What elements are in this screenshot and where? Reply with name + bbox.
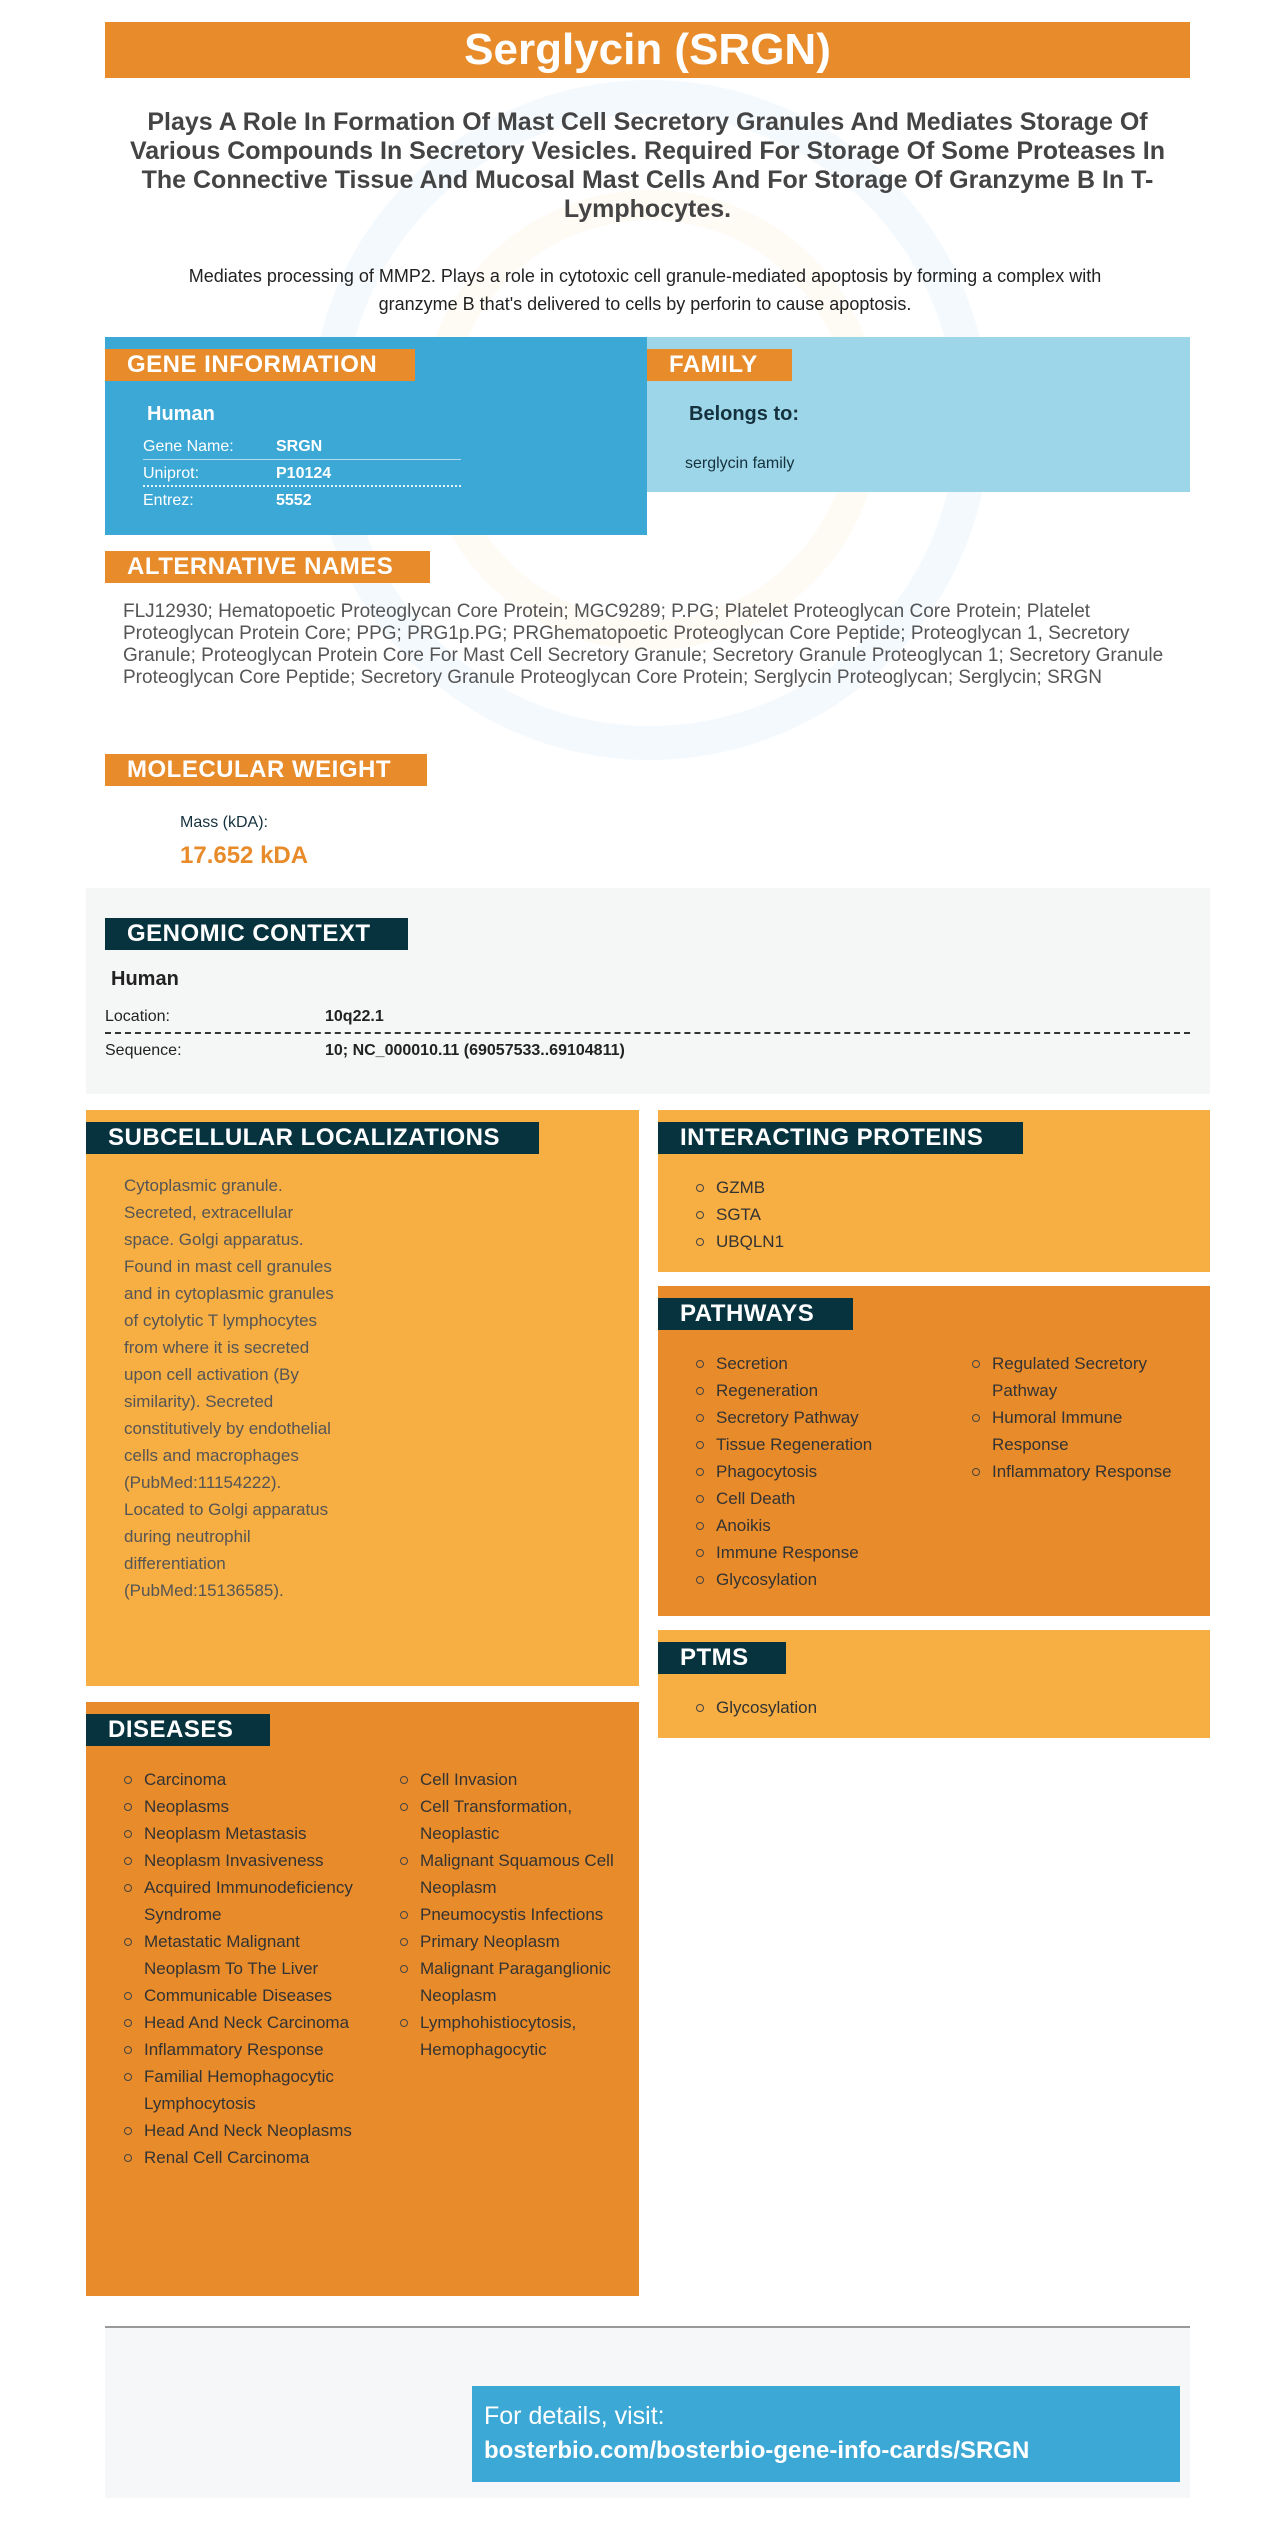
entrez-label: Entrez: [143,492,194,509]
ptms-heading: PTMS [658,1642,786,1674]
diseases-heading: DISEASES [86,1714,270,1746]
sequence-label: Sequence: [105,1042,182,1059]
uniprot-label: Uniprot: [143,465,200,482]
alternative-names-text: FLJ12930; Hematopoetic Proteoglycan Core Protein; MGC9289; P.PG; Platelet Proteoglycan Core Protein; Platelet Proteoglycan Protein Core; PPG; PRG1p.PG; PRGhematopoetic Proteoglycan Core Peptide; Proteoglycan 1, Secretory Granule; Proteoglycan Protein Core For Mast Cell Secretory Granule; Secretory Granule Proteoglycan 1; Secretory Granule Proteoglycan Core Peptide; Secretory Granule Proteoglycan Core Protein; Serglycin Proteoglycan; Serglycin; SRGN [123,601,1164,688]
list-item: GZMB [696,1174,784,1201]
diseases-list-col1 [124,1766,364,2171]
location-value: 10q22.1 [325,1008,384,1025]
gene-row-entrez [143,487,461,514]
list-item: Regeneration [696,1377,946,1404]
list-item: Neoplasm Metastasis [124,1820,364,1847]
entrez-value: 5552 [276,492,312,509]
pathways-panel [658,1286,1210,1616]
interacting-heading: INTERACTING PROTEINS [658,1122,1023,1154]
list-item: Malignant Squamous Cell Neoplasm [400,1847,620,1901]
list-item: Lymphohistiocytosis, Hemophagocytic [400,2009,620,2063]
list-item: Anoikis [696,1512,946,1539]
genomic-species: Human [111,968,179,990]
list-item: Neoplasm Invasiveness [124,1847,364,1874]
list-item: Glycosylation [696,1566,946,1593]
gene-information-heading: GENE INFORMATION [105,349,415,381]
footer-url-link[interactable]: bosterbio.com/bosterbio-gene-info-cards/SRGN [484,2437,1030,2464]
location-label: Location: [105,1008,170,1025]
list-item: Secretory Pathway [696,1404,946,1431]
list-item: Renal Cell Carcinoma [124,2144,364,2171]
gene-name-value: SRGN [276,438,323,455]
list-item: Familial Hemophagocytic Lymphocytosis [124,2063,364,2117]
family-panel [647,337,1190,492]
mass-value: 17.652 kDA [180,842,309,869]
ptms-panel [658,1630,1210,1738]
alternative-names-heading: ALTERNATIVE NAMES [105,551,430,583]
gene-row-name [143,433,461,460]
diseases-panel [86,1702,639,2296]
family-heading: FAMILY [647,349,792,381]
genomic-context-panel [86,888,1210,1094]
list-item: Cell Invasion [400,1766,620,1793]
list-item: Pneumocystis Infections [400,1901,620,1928]
list-item: Humoral Immune Response [972,1404,1182,1458]
gene-row-uniprot [143,460,461,487]
interacting-list [696,1174,784,1255]
list-item: SGTA [696,1201,784,1228]
uniprot-value: P10124 [276,465,332,482]
list-item: Communicable Diseases [124,1982,364,2009]
gene-name-label: Gene Name: [143,438,234,455]
list-item: Inflammatory Response [972,1458,1182,1485]
mass-label: Mass (kDA): [180,814,268,831]
list-item: Secretion [696,1350,946,1377]
list-item: Neoplasms [124,1793,364,1820]
list-item: Head And Neck Neoplasms [124,2117,364,2144]
list-item: Primary Neoplasm [400,1928,620,1955]
ptms-list [696,1694,817,1721]
pathways-heading: PATHWAYS [658,1298,853,1330]
sequence-row [105,1034,1190,1068]
footer-visit-label: For details, visit: [484,2402,665,2430]
genomic-context-heading: GENOMIC CONTEXT [105,918,408,950]
location-row [105,1000,1190,1034]
list-item: Metastatic Malignant Neoplasm To The Liver [124,1928,364,1982]
pathways-list-col2 [972,1350,1182,1485]
function-summary: Plays A Role In Formation Of Mast Cell Secretory Granules And Mediates Storage Of Various Compounds In Secretory Vesicles. Required For Storage Of Some Proteases In The Connective Tissue And Mucosal Mast Cells And For Storage Of Granzyme B In T-Lymphocytes. [129,108,1166,223]
family-value: serglycin family [685,455,795,472]
list-item: Cell Transformation, Neoplastic [400,1793,620,1847]
function-description: Mediates processing of MMP2. Plays a role in cytotoxic cell granule-mediated apoptosis by forming a complex with granzyme B that's delivered to cells by perforin to cause apoptosis. [188,266,1102,314]
subcellular-text: Cytoplasmic granule. Secreted, extracellular space. Golgi apparatus. Found in mast cell granules and in cytoplasmic granules of cytolytic T lymphocytes from where it is secreted upon cell activation (By similarity). Secreted constitutively by endothelial cells and macrophages (PubMed:11154222). Located to Golgi apparatus during neutrophil differentiation (PubMed:15136585). [124,1176,334,1600]
list-item: Carcinoma [124,1766,364,1793]
details-link-box[interactable] [472,2386,1180,2482]
diseases-list-col2 [400,1766,620,2063]
sequence-value: 10; NC_000010.11 (69057533..69104811) [325,1042,625,1059]
list-item: Malignant Paraganglionic Neoplasm [400,1955,620,2009]
gene-info-table [143,433,461,514]
page-title: Serglycin (SRGN) [105,22,1190,78]
list-item: Cell Death [696,1485,946,1512]
list-item: Acquired Immunodeficiency Syndrome [124,1874,364,1928]
gene-species: Human [147,403,215,425]
list-item: Inflammatory Response [124,2036,364,2063]
family-belongs-label: Belongs to: [689,403,799,425]
gene-information-panel [105,337,647,535]
list-item: Immune Response [696,1539,946,1566]
molecular-weight-heading: MOLECULAR WEIGHT [105,754,427,786]
interacting-proteins-panel [658,1110,1210,1272]
pathways-list-col1 [696,1350,946,1593]
list-item: Tissue Regeneration [696,1431,946,1458]
subcellular-heading: SUBCELLULAR LOCALIZATIONS [86,1122,539,1154]
list-item: Head And Neck Carcinoma [124,2009,364,2036]
list-item: UBQLN1 [696,1228,784,1255]
list-item: Regulated Secretory Pathway [972,1350,1182,1404]
subcellular-localizations-panel [86,1110,639,1686]
list-item: Glycosylation [696,1694,817,1721]
list-item: Phagocytosis [696,1458,946,1485]
